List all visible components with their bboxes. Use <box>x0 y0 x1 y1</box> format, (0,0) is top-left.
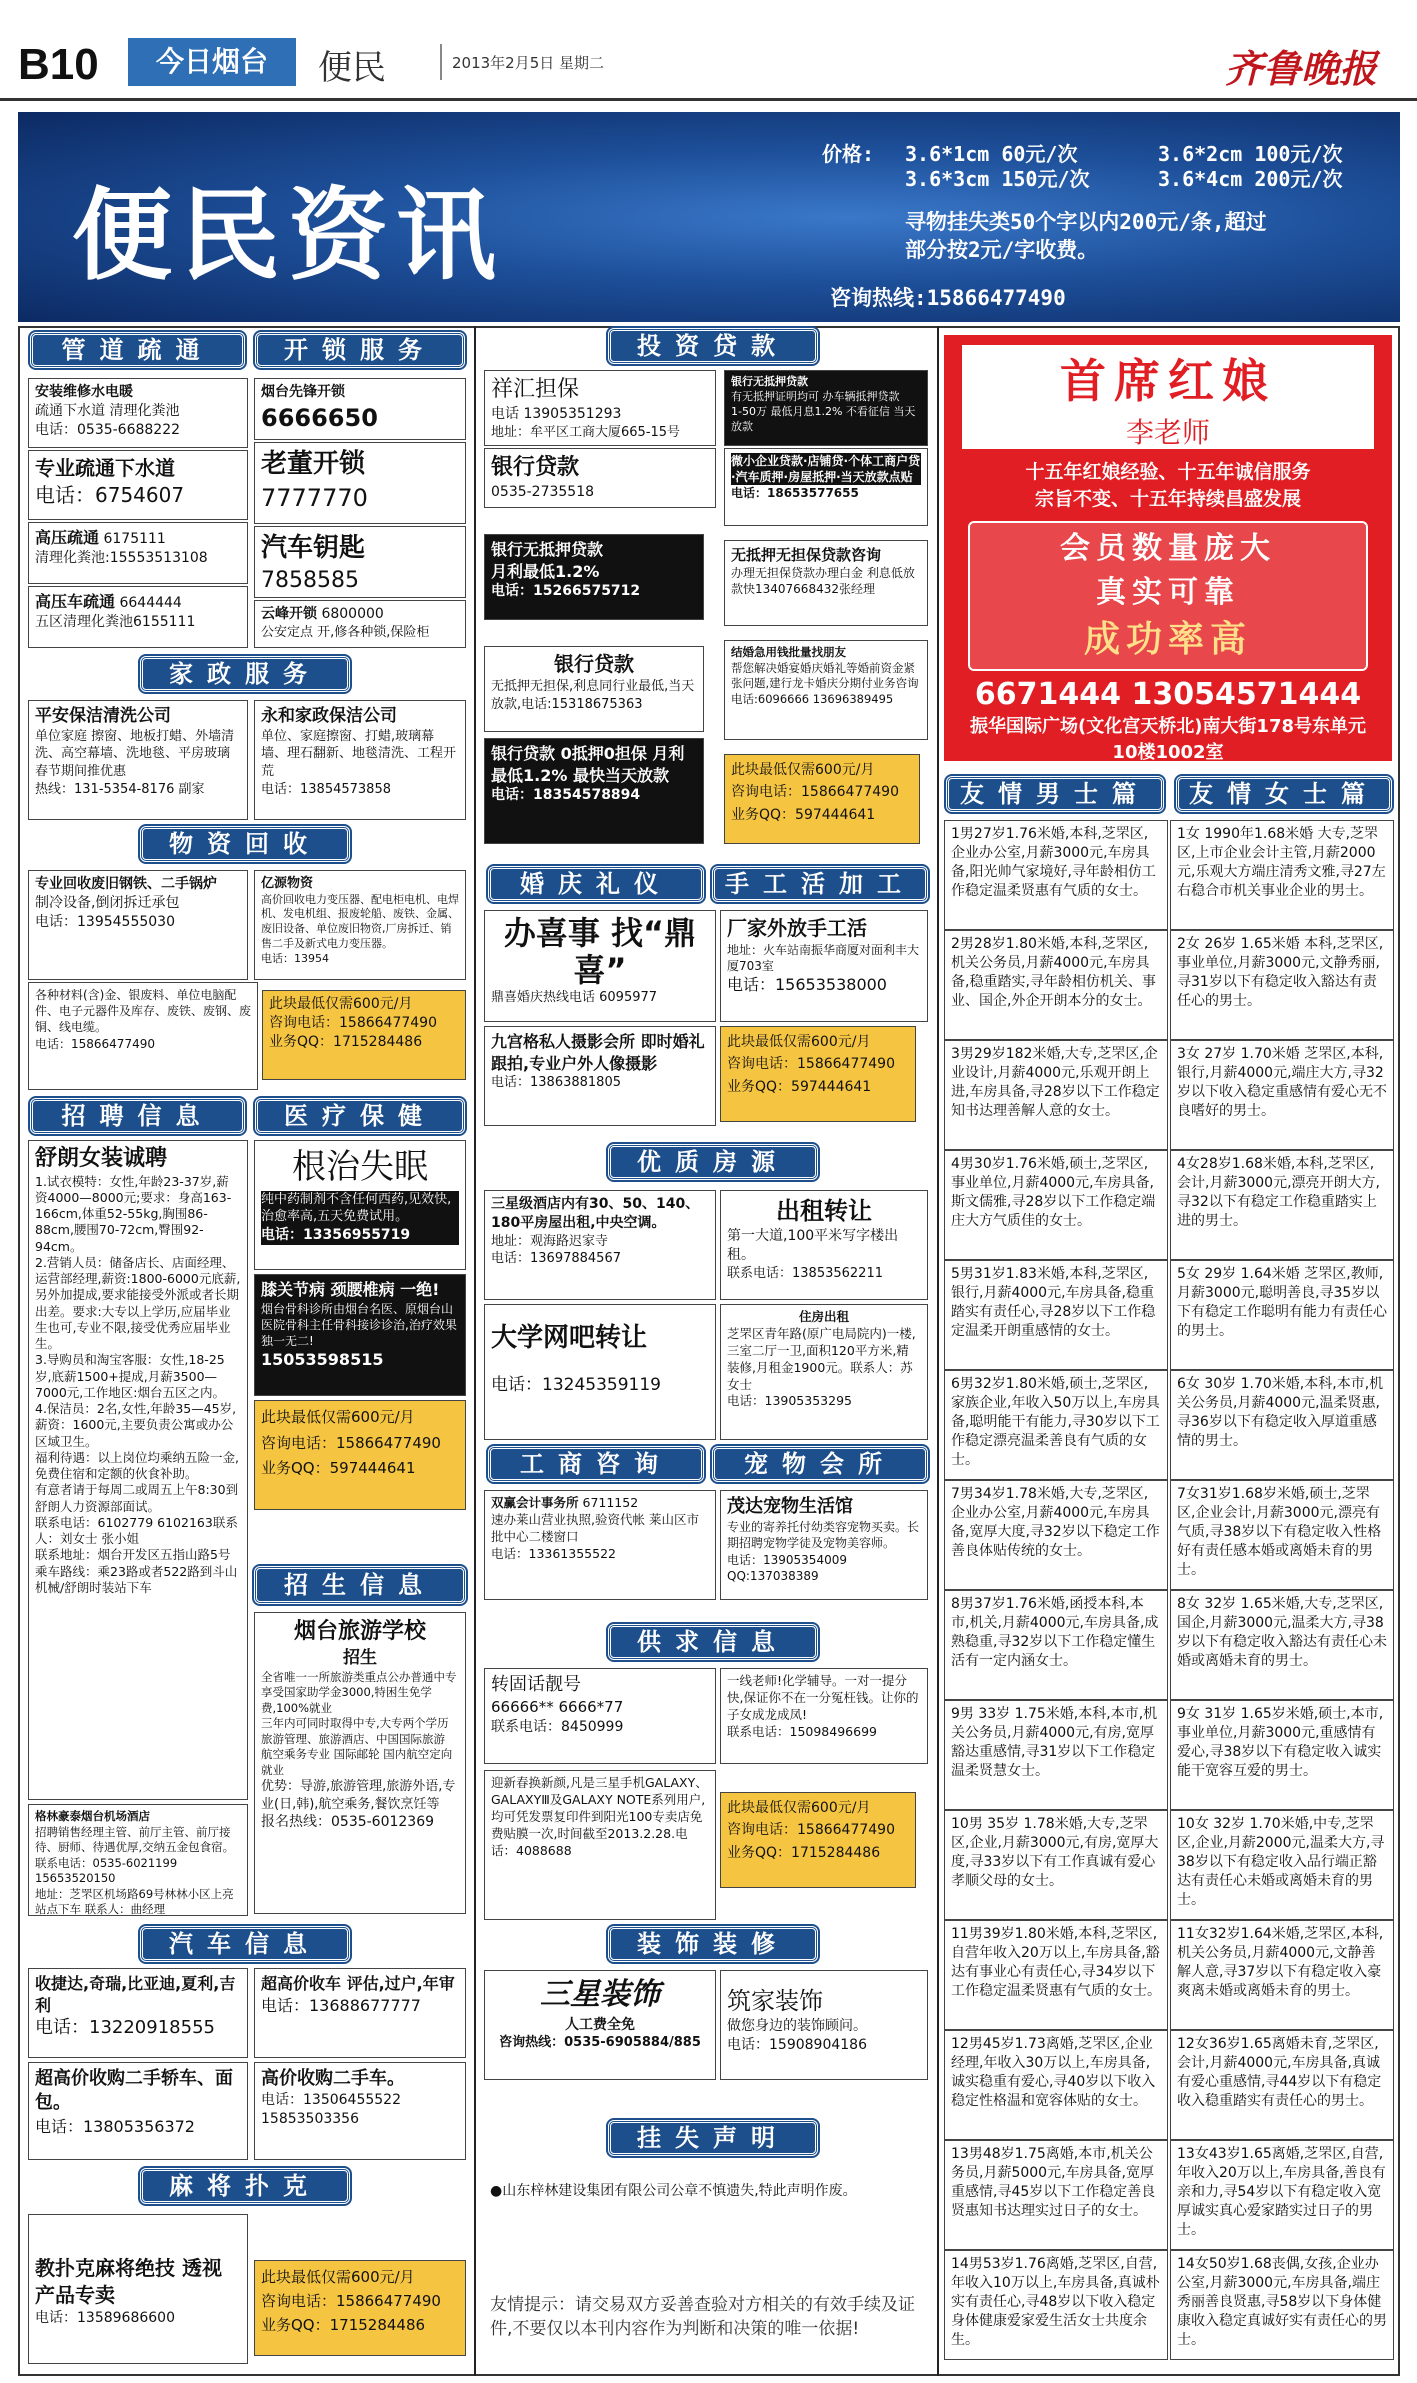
list-item: 14女50岁1.68丧偶,女孩,企业办公室,月薪3000元,车房具备,端庄秀丽善良贤惠,寻58岁以下身体健康收入稳定真诚好实有责任心的男士。 <box>1170 2250 1394 2360</box>
header-men: 友情男士篇 <box>946 776 1164 812</box>
ad-lock-3 <box>254 526 466 598</box>
list-item: 9男 33岁 1.75米婚,本科,本市,机关公务员,月薪4000元,有房,宽厚豁达重感情,寻31岁以下工作稳定温柔贤慧女士。 <box>944 1700 1168 1810</box>
men-list <box>944 820 1168 2370</box>
ad-desc: 高价回收电力变压器、配电柜电机、电焊机、发电机组、报废轮船、废铁、金属、废旧设备、单位废旧物资,厂房拆迁、销售二手及新式电力变压器。 <box>261 892 459 951</box>
ad-phone: 联系电话：0535-6021199 15653520150 <box>35 1855 178 1886</box>
ad-desc: 芝罘区青年路(原广电局院内)一楼,三室二厅一卫,面积120平方米,精装修,月租金1900元。联系人：苏女士 <box>727 1325 916 1392</box>
banner-note-1: 寻物挂失类50个字以内200元/条,超过 <box>905 210 1267 234</box>
ad-space-price: 此块最低仅需600元/月 <box>727 1034 871 1050</box>
matchmaker-title-box <box>962 345 1374 449</box>
ad-space-qq: 业务QQ：597444641 <box>731 806 876 823</box>
ad-number: 6666650 <box>261 403 378 432</box>
ad-phone: 联系电话：13853562211 <box>727 1266 883 1282</box>
header-wedding: 婚庆礼仪 <box>488 866 704 902</box>
ad-subtitle: 招生 <box>343 1647 377 1668</box>
ad-health-1 <box>254 1140 466 1270</box>
ad-rate: 月利最低1.2% <box>491 561 600 581</box>
ad-desc: 清理化粪池:15553513108 <box>35 549 208 566</box>
list-item: 8女 32岁 1.65米婚,大专,芝罘区,国企,月薪3000元,温柔大方,寻38岁以下有稳定收入豁达有责任心未婚或离婚未育的男士。 <box>1170 1590 1394 1700</box>
ad-title: 双赢会计事务所 <box>491 1495 579 1510</box>
ad-phone: 电话：15653538000 <box>727 975 887 995</box>
ad-number: 7777770 <box>261 484 368 513</box>
ad-title: 云峰开锁 <box>261 606 317 622</box>
ad-title: 高价收购二手车。 <box>261 2068 405 2089</box>
ad-desc: 帮您解决婚宴婚庆婚礼等婚前资金紧张问题,建行龙卡婚庆分期付业务咨询电话:6096666 13696389495 <box>731 660 919 706</box>
ad-housekeeping-2 <box>254 700 466 820</box>
list-item: 10女 32岁 1.70米婚,中专,芝罘区,企业,月薪2000元,温柔大方,寻38岁以下有稳定收入品行端正豁达有责任心未婚或离婚未育的男士。 <box>1170 1810 1394 1920</box>
ad-rate: 1-50万 最低月息1.2% 不看征信 当天放款 <box>731 404 916 433</box>
ad-supply-2 <box>720 1668 928 1764</box>
ad-title: 烟台先锋开锁 <box>261 384 345 400</box>
header-enroll: 招生信息 <box>254 1566 466 1604</box>
ad-space-qq: 业务QQ：597444641 <box>727 1078 872 1095</box>
ad-title: 九宫格私人摄影会所 即时婚礼跟拍,专业户外人像摄影 <box>491 1032 705 1073</box>
ad-desc: 迎新春换新颜,凡是三星手机GALAXY、GALAXYⅢ及GALAXY NOTE系列用户,均可凭发票复印件到阳光100专卖店免费贴膜一次,时间截至2013.2.28.电话：4088688 <box>491 1775 708 1858</box>
list-item: 12女36岁1.65离婚未育,芝罘区,会计,月薪4000元,车房具备,真诚有爱心重感情,寻44岁以下有稳定收入稳重踏实有责任心的男士。 <box>1170 2030 1394 2140</box>
ad-handcraft <box>720 910 928 1022</box>
ad-space-handcraft <box>720 1026 916 1122</box>
recruit-item: 3.导购员和淘宝客服：女性,18-25岁,底薪1500+提成,月薪3500—7000元,工作地区:烟台五区之内。 <box>35 1352 225 1400</box>
ad-address: 地址：观海路迟家寺 <box>491 1233 609 1249</box>
ad-phone: 电话：13506455522 15853503356 <box>261 2092 401 2128</box>
ad-number: 6175111 <box>103 531 166 547</box>
ad-phone: 联系电话：8450999 <box>491 1718 624 1735</box>
ad-phone: 热线：131-5354-8176 副家 <box>35 781 205 797</box>
ad-title: 专业疏通下水道 <box>35 456 175 480</box>
ad-phone: 0535-2735518 <box>491 483 595 500</box>
ad-phone: 电话：15266575712 <box>491 583 641 600</box>
ad-supply-3 <box>484 1770 716 1920</box>
ad-desc: 招聘销售经理主管、前厅主管、前厅接待、厨师、待遇优厚,交纳五金包食宿。 <box>35 1824 235 1855</box>
enroll-item: 旅游管理、旅游酒店、中国国际旅游 <box>261 1731 445 1746</box>
header-pets: 宠物会所 <box>712 1446 928 1482</box>
ad-space-health <box>254 1400 466 1510</box>
ad-desc: 单位家庭 擦窗、地板打蜡、外墙清洗、高空幕墙、洗地毯、平房玻璃 春节期间推优惠 <box>35 728 235 780</box>
ad-title: 筑家装饰 <box>727 1987 823 2015</box>
column-divider-1 <box>474 326 476 2376</box>
list-item: 4女28岁1.68米婚,本科,芝罘区,会计,月薪3000元,漂亮开朗大方,寻32以下有稳定工作稳重踏实上进的男士。 <box>1170 1150 1394 1260</box>
page-header <box>0 0 1417 108</box>
column-divider-2 <box>937 326 939 2376</box>
friendly-tip: 友情提示：请交易双方妥善查验对方相关的有效手续及证件,不要仅以本刊内容作为判断和决策的唯一依据! <box>490 2295 915 2339</box>
ad-space-qq: 业务QQ：597444641 <box>261 1459 416 1477</box>
ad-loan-4 <box>484 646 704 732</box>
ad-loan-7 <box>724 448 928 526</box>
ad-loan-5 <box>484 738 704 844</box>
banner-title: 便民资讯 <box>72 177 504 294</box>
header-housing: 优质房源 <box>608 1144 818 1180</box>
header-mahjong: 麻将扑克 <box>140 2168 350 2204</box>
price-3: 3.6*3cm 150元/次 <box>905 167 1090 191</box>
header-rule <box>0 98 1417 101</box>
ad-phone: 电话：13905354009 QQ:137038389 <box>727 1552 847 1583</box>
ad-title: 超高价收车 评估,过户,年审 <box>261 1974 455 1993</box>
banner-note-2: 部分按2元/字收费。 <box>905 238 1099 262</box>
list-item: 13男48岁1.75离婚,本市,机关公务员,月薪5000元,车房具备,宽厚重感情,寻45岁以下工作稳定善良贤惠知书达理实过日子的女士。 <box>944 2140 1168 2250</box>
ad-pipe-2 <box>28 450 248 520</box>
ad-auto-4 <box>254 2062 466 2160</box>
ad-phone: 鼎喜婚庆热线电话 6095977 <box>491 989 658 1005</box>
ad-title: 茂达宠物生活馆 <box>727 1496 853 1517</box>
ad-wedding-1 <box>484 910 716 1022</box>
women-list <box>1170 820 1394 2370</box>
ad-space-supply <box>720 1792 916 1888</box>
ad-space-price: 此块最低仅需600元/月 <box>261 2268 415 2286</box>
ad-phone: 电话 13905351293 <box>491 405 622 422</box>
ad-desc: 各种材料(含)金、银废料、单位电脑配件、电子元器件及库存、废铁、废钢、废铜、线电缆。 <box>35 988 252 1035</box>
ad-desc: 制冷设备,倒闭拆迁承包 <box>35 894 180 911</box>
ad-space-price: 此块最低仅需600元/月 <box>269 996 413 1012</box>
ad-desc: 专业的寄养托付幼类容宠物买卖。长期招聘宠物学徒及宠物美容师。 <box>727 1520 920 1551</box>
ad-phone: 电话：13905353295 <box>727 1393 852 1409</box>
matchmaker-desc-2: 宗旨不变、十五年持续昌盛发展 <box>1034 488 1301 510</box>
ad-phone: 电话：13697884567 <box>491 1251 621 1267</box>
ad-title: 首席红娘 <box>1060 354 1276 408</box>
header-housekeeping: 家政服务 <box>140 656 350 692</box>
ad-space-phone: 咨询电话：15866477490 <box>727 1056 895 1073</box>
ad-desc: 速办莱山营业执照,验资代帐 莱山区市批中心二楼窗口 <box>491 1511 699 1544</box>
ad-number: 6800000 <box>321 606 384 622</box>
ad-mahjong <box>28 2214 248 2364</box>
ad-address: 地址：牟平区工商大厦665-15号 <box>491 424 681 440</box>
matchmaker-name: 李老师 <box>1125 416 1210 449</box>
ad-title: 大学网吧转让 <box>491 1323 648 1353</box>
list-item: 11男39岁1.80米婚,本科,芝罘区,自营年收入20万以上,车房具备,豁达有事业心有责任心,寻34岁以下工作稳定温柔贤惠有气质的女士。 <box>944 1920 1168 2030</box>
ad-pipe-1 <box>28 378 248 448</box>
list-item: 3男29岁182米婚,大专,芝罘区,企业设计,月薪4000元,乐观开朗上进,车房具备,寻28岁以下工作稳定知书达理善解人意的女士。 <box>944 1040 1168 1150</box>
ad-title: 教扑克麻将绝技 透视产品专卖 <box>35 2256 222 2307</box>
ad-desc: 五区清理化粪池6155111 <box>35 613 196 630</box>
ad-phone: 报名热线：0535-6012369 <box>261 1814 435 1831</box>
ad-loan-3 <box>484 534 704 620</box>
list-item: 11女32岁1.64米婚,芝罘区,本科,机关公务员,月薪4000元,文静善解人意,寻37岁以下有稳定收入豪爽离未婚或离婚未育的男士。 <box>1170 1920 1394 2030</box>
ad-housing-4 <box>720 1304 928 1440</box>
ad-title: 舒朗女装诚聘 <box>35 1146 168 1171</box>
ad-desc: 烟台骨科诊所由烟台名医、原烟台山医院骨科主任骨科接诊诊治,治疗效果独一无二! <box>261 1301 457 1348</box>
ad-phone: 电话：15908904186 <box>727 2037 867 2054</box>
list-item: 7女31岁1.68岁米婚,硕士,芝罘区,企业会计,月薪3000元,漂亮有气质,寻38岁以下有稳定收入性格好有责任感本婚或离婚未育的男士。 <box>1170 1480 1394 1590</box>
ad-title: 超高价收购二手轿车、面包。 <box>35 2068 233 2114</box>
ad-space-price: 此块最低仅需600元/月 <box>727 1800 871 1816</box>
ad-housing-3 <box>484 1304 716 1440</box>
list-item: 14男53岁1.76离婚,芝罘区,自营,年收入10万以上,车房具备,真诚朴实有责任心,寻48岁以下收入稳定身体健康爱家爱生活女士共度余生。 <box>944 2250 1168 2360</box>
ad-title: 高压疏通 <box>35 528 100 547</box>
ad-phone: 电话：18354578894 <box>491 787 641 804</box>
ad-recycling-1 <box>28 870 248 980</box>
ad-desc: 公安定点 开,修各种锁,保险柜 <box>261 624 430 640</box>
ad-phone: 咨询热线：0535-6905884/885 <box>499 2035 701 2051</box>
ad-auto-3 <box>28 2062 248 2160</box>
header-auto: 汽车信息 <box>140 1926 350 1962</box>
ad-title: 结婚急用钱批量找朋友 <box>731 645 846 659</box>
list-item: 2女 26岁 1.65米婚 本科,芝罘区,事业单位,月薪3000元,文静秀丽,寻31岁以下有稳定收入豁达有责任心的男士。 <box>1170 930 1394 1040</box>
header-handcraft: 手工活加工 <box>712 866 928 902</box>
ad-phone: 电话：13356955719 <box>261 1226 459 1245</box>
enroll-item: 三年内可同时取得中专,大专两个学历 <box>261 1716 449 1731</box>
ad-title: 安装维修水电暖 <box>35 384 133 400</box>
enroll-item: 航空乘务专业 国际邮轮 国内航空定向就业 <box>261 1747 453 1777</box>
matchmaker-phone: 6671444 13054571444 <box>974 677 1362 712</box>
ad-phone: 电话：18653577655 <box>731 486 859 501</box>
ad-space-loans <box>724 754 920 844</box>
ad-desc: 一线老师!化学辅导。一对一提分快,保证你不在一分冤枉钱。让你的子女成龙成凤! <box>727 1673 919 1722</box>
ad-title: 亿源物资 <box>261 876 314 891</box>
ad-address: 地址：火车站南振华商厦对面利丰大厦703室 <box>727 943 920 974</box>
ad-number: 6711152 <box>582 1495 639 1510</box>
ad-phone: 电话：6754607 <box>35 483 185 507</box>
ad-housing-1 <box>484 1190 716 1300</box>
ad-title: 银行无抵押贷款 <box>491 540 604 559</box>
list-item: 5男31岁1.83米婚,本科,芝罘区,银行,月薪4000元,车房具备,稳重踏实有责任心,寻28岁以下工作稳定温柔开朗重感情的女士。 <box>944 1260 1168 1370</box>
price-label: 价格: <box>822 142 875 166</box>
ad-business <box>484 1490 716 1600</box>
newspaper-logo: 齐鲁晚报 <box>1225 46 1378 91</box>
price-2: 3.6*2cm 100元/次 <box>1158 142 1343 166</box>
ad-space-price: 此块最低仅需600元/月 <box>731 762 875 778</box>
list-item: 4男30岁1.76米婚,硕士,芝罘区,事业单位,月薪4000元,车房具备,斯文儒雅,寻28岁以下工作稳定端庄大方气质佳的女士。 <box>944 1150 1168 1260</box>
ad-decoration-2 <box>720 1970 928 2080</box>
ad-space-phone: 咨询电话：15866477490 <box>261 1433 441 1452</box>
recruit-bus: 乘车路线：乘23路或者522路到斗山机械/舒朗时装站下车 <box>35 1563 238 1595</box>
ad-title: 老董开锁 <box>261 449 366 479</box>
ad-desc: 第一大道,100平米写字楼出租。 <box>727 1228 899 1264</box>
list-item: 3女 27岁 1.70米婚 芝罘区,本科,银行,月薪4000元,端庄大方,寻32岁以下收入稳定重感情有爱心无不良嗜好的男士。 <box>1170 1040 1394 1150</box>
section-name: 便民 <box>318 48 386 88</box>
ad-title: 膝关节病 颈腰椎病 一绝! <box>261 1280 440 1299</box>
ad-phone: 15053598515 <box>261 1350 384 1370</box>
slogan-1: 会员数量庞大 <box>1060 531 1276 566</box>
ad-wedding-2 <box>484 1026 716 1126</box>
ad-title: 高压车疏通 <box>35 592 116 611</box>
slogan-3: 成功率高 <box>1083 619 1252 660</box>
ad-title: 专业回收废旧钢铁、二手锅炉 <box>35 876 217 892</box>
ad-title: 根治失眠 <box>292 1147 428 1187</box>
list-item: 5女 29岁 1.64米婚 芝罘区,教师,月薪3000元,聪明善良,寻35岁以下有稳定工作聪明有能力有责任心的男士。 <box>1170 1260 1394 1370</box>
ad-phone: 电话：13863881805 <box>491 1075 621 1091</box>
ad-title: 银行贷款 <box>491 455 580 480</box>
ad-space-phone: 咨询电话：15866477490 <box>261 2292 441 2310</box>
ad-desc: 疏通下水道 清理化粪池 <box>35 402 180 419</box>
ad-phone: 电话：13954 <box>261 951 329 965</box>
ad-phone: 电话：13805356372 <box>35 2116 195 2136</box>
ad-space-price: 此块最低仅需600元/月 <box>261 1408 415 1426</box>
ad-pipe-4 <box>28 586 248 648</box>
ad-title: 收捷达,奇瑞,比亚迪,夏利,吉利 <box>35 1974 236 2015</box>
ad-address: 地址：芝罘区机场路69号林林小区上亮站点下车 联系人：曲经理 <box>35 1886 234 1916</box>
price-1: 3.6*1cm 60元/次 <box>905 142 1078 166</box>
header-recycling: 物资回收 <box>140 826 350 862</box>
list-item: 6男32岁1.80米婚,硕士,芝罘区,家族企业,年收入50万以上,车房具备,聪明能干有能力,寻30岁以下工作稳定漂亮温柔善良有气质的女士。 <box>944 1370 1168 1480</box>
ad-loan-1 <box>484 370 716 446</box>
recruit-address: 联系地址：烟台开发区五指山路5号 <box>35 1547 231 1563</box>
ad-title: 微小企业贷款·店铺贷·个体工商户贷·汽车质押·房屋抵押·当天放款点贴 <box>731 454 921 485</box>
list-item: 12男45岁1.73离婚,芝罘区,企业经理,年收入30万以上,车房具备,诚实稳重有爱心,寻40岁以下收入稳定性格温和宽容体贴的女士。 <box>944 2030 1168 2140</box>
price-4: 3.6*4cm 200元/次 <box>1158 167 1343 191</box>
recruit-phone: 联系电话：6102779 6102163联系人：刘女士 张小姐 <box>35 1514 238 1547</box>
ad-title: 永和家政保洁公司 <box>261 706 397 726</box>
issue-date: 2013年2月5日 星期二 <box>452 54 605 72</box>
enroll-item: 享受国家助学金3000,特困生免学费,100%就业 <box>261 1685 432 1715</box>
ad-loan-6 <box>724 370 928 446</box>
ad-title: 平安保洁清洗公司 <box>35 706 171 726</box>
ad-subtitle: 人工费全免 <box>565 2016 635 2033</box>
ad-phone: 电话：13954555030 <box>35 913 175 930</box>
ad-enroll <box>254 1612 466 1914</box>
ad-recycling-2 <box>254 870 466 980</box>
ad-number: 6644444 <box>119 595 182 611</box>
ad-phone: 电话：15866477490 <box>35 1036 155 1051</box>
list-item: 13女43岁1.65离婚,芝罘区,自营,年收入20万以上,车房具备,善良有亲和力,寻54岁以下有稳定收入宽厚诚实真心爱家踏实过日子的男士。 <box>1170 2140 1394 2250</box>
ad-title: 银行无抵押贷款 <box>731 375 808 388</box>
ad-space-qq: 业务QQ：1715284486 <box>261 2316 426 2334</box>
ad-title: 出租转让 <box>776 1197 872 1225</box>
ad-supply-1 <box>484 1668 716 1764</box>
ad-number: 7858585 <box>261 568 359 594</box>
matchmaker-address: 振华国际广场(文化宫天桥北)南大街178号东单元10楼1002室 <box>969 716 1367 763</box>
ad-phone: 电话：13589686600 <box>35 2310 175 2326</box>
ad-space-phone: 咨询电话：15866477490 <box>269 1014 437 1031</box>
list-item: 1男27岁1.76米婚,本科,芝罘区,企业办公室,月薪3000元,车房具备,阳光帅气家境好,寻年龄相仿工作稳定温柔贤惠有气质的女士。 <box>944 820 1168 930</box>
ad-desc: 无抵押无担保,利息同行业最低,当天放款,电话:15318675363 <box>491 679 695 712</box>
ad-loan-8 <box>724 540 928 626</box>
recruit-welfare: 福利待遇：以上岗位均乘纳五险一金,免费住宿和定额的伙食补助。 <box>35 1449 239 1482</box>
header-lost-notice: 挂失声明 <box>608 2120 818 2156</box>
list-item: 7男34岁1.78米婚,大专,芝罘区,企业办公室,月薪4000元,车房具备,宽厚大度,寻32岁以下稳定工作善良体贴传统的女士。 <box>944 1480 1168 1590</box>
ad-number: 66666** 6666*77 <box>491 1698 624 1717</box>
header-loans: 投资贷款 <box>608 328 818 364</box>
ad-health-2 <box>254 1274 466 1396</box>
ad-recruit <box>28 1140 248 1800</box>
header-divider <box>440 44 442 80</box>
ad-title: 三星级酒店内有30、50、140、180平房屋出租,中央空调。 <box>491 1196 700 1231</box>
ad-decoration-1 <box>484 1970 716 2080</box>
header-pipe: 管道疏通 <box>30 332 245 368</box>
list-item: 9女 31岁 1.65岁米婚,硕士,本市,事业单位,月薪3000元,重感情有爱心,寻38岁以下有稳定收入诚实能干宽容互爱的男士。 <box>1170 1700 1394 1810</box>
ad-phone: 电话：13854573858 <box>261 781 391 797</box>
ad-desc: 有无抵押证明均可 办车辆抵押贷款 <box>731 389 900 403</box>
ad-desc: 纯中药制剂不含任何西药,见效快,治愈率高,五天免费试用。 <box>261 1191 459 1226</box>
header-lock: 开锁服务 <box>255 332 465 368</box>
recruit-item: 2.营销人员：储备店长、店面经理、运营部经理,薪资:1800-6000元底薪,另外加提成,要求能接受外派或者长期出差。要求:大专以上学历,应届毕业生也可,专业不限,接受优秀应届毕业生。 <box>35 1254 241 1352</box>
recruit-contact: 有意者请于每周二或周五上午8:30到舒朗人力资源部面试。 <box>35 1482 239 1514</box>
ad-phone: 电话：13361355522 <box>491 1545 616 1561</box>
page-number: B10 <box>18 40 99 89</box>
ad-lock-2 <box>254 442 466 524</box>
ad-recycling-3 <box>28 982 258 1090</box>
ad-housing-2 <box>720 1190 928 1300</box>
list-item: 8男37岁1.76米婚,函授本科,本市,机关,月薪4000元,车房具备,成熟稳重,寻32岁以下工作稳定懂生活有一定内涵女士。 <box>944 1590 1168 1700</box>
ad-phone: 电话：13220918555 <box>35 2017 215 2039</box>
ad-hotel <box>28 1804 248 1916</box>
ad-phone: 电话：13245359119 <box>491 1375 661 1396</box>
ad-space-phone: 咨询电话：15866477490 <box>727 1822 895 1839</box>
ad-loan-2 <box>484 448 716 508</box>
banner-hotline: 咨询热线:15866477490 <box>830 286 1066 310</box>
ad-auto-1 <box>28 1968 248 2058</box>
ad-phone: 电话：13688677777 <box>261 1995 421 2015</box>
recruit-item: 4.保洁员：2名,女性,年龄35—45岁,薪资：1600元,主要负责公寓或办公区域卫生。 <box>35 1401 237 1449</box>
matchmaker-slogan-box <box>968 521 1368 671</box>
ad-lock-4 <box>254 600 466 648</box>
header-business: 工商咨询 <box>488 1446 704 1482</box>
ad-desc: 做您身边的装饰顾问。 <box>727 2018 867 2035</box>
header-recruit: 招聘信息 <box>30 1098 245 1134</box>
ad-space-qq: 业务QQ：1715284486 <box>727 1844 881 1861</box>
ad-title: 办喜事 找“鼎喜” <box>503 914 697 989</box>
ad-space-phone: 咨询电话：15866477490 <box>731 784 899 801</box>
list-item: 6女 30岁 1.70米婚,本科,本市,机关公务员,月薪4000元,温柔贤惠,寻36岁以下有稳定收入厚道重感情的男士。 <box>1170 1370 1394 1480</box>
header-women: 友情女士篇 <box>1176 776 1392 812</box>
recruit-item: 1.试衣模特：女性,年龄23-37岁,薪资4000—8000元;要求：身高163-166cm,体重52-55kg,胸围86-88cm,腰围70-72cm,臀围92-94cm。 <box>35 1173 232 1254</box>
ad-auto-2 <box>254 1968 466 2058</box>
ad-loan-9 <box>724 640 928 740</box>
ad-title: 祥汇担保 <box>491 377 580 402</box>
header-decoration: 装饰装修 <box>608 1926 818 1962</box>
ad-desc: 单位、家庭擦窗、打蜡,玻璃幕墙、理石翻新、地毯清洗、工程开荒 <box>261 728 457 780</box>
ad-title: 厂家外放手工活 <box>727 916 867 940</box>
list-item: 10男 35岁 1.78米婚,大专,芝罘区,企业,月薪3000元,有房,宽厚大度,寻33岁以下有工作真诚有爱心孝顺父母的女士。 <box>944 1810 1168 1920</box>
ad-phone: 电话：0535-6688222 <box>35 421 181 438</box>
ad-title: 转固话靓号 <box>491 1674 581 1695</box>
ad-space-qq: 业务QQ：1715284486 <box>269 1033 423 1050</box>
enroll-majors: 优势：导游,旅游管理,旅游外语,专业(日,韩),航空乘务,餐饮烹饪等 <box>261 1779 456 1812</box>
list-item: 1女 1990年1.68米婚 大专,芝罘区,上市企业会计主管,月薪2000元,乐观大方端庄清秀文雅,寻27左右稳合市机关事业企业的男士。 <box>1170 820 1394 930</box>
ad-title: 无抵押无担保贷款咨询 <box>731 546 882 564</box>
ad-desc: 办理无担保贷款办理白金 利息低放款快13407668432张经理 <box>731 566 915 597</box>
ad-housekeeping-1 <box>28 700 248 820</box>
ad-matchmaker <box>944 335 1392 761</box>
ad-space-mahjong <box>254 2260 466 2356</box>
ad-title: 住房出租 <box>798 1309 849 1324</box>
matchmaker-desc-1: 十五年红娘经验、十五年诚信服务 <box>1025 461 1311 483</box>
ad-title: 银行贷款 <box>554 652 634 676</box>
header-supply: 供求信息 <box>608 1624 818 1660</box>
ad-title: 三星装饰 <box>540 1977 660 2012</box>
ad-space-recycling <box>262 990 466 1080</box>
enroll-item: 全省唯一一所旅游类重点公办普通中专 <box>261 1669 457 1684</box>
slogan-2: 真实可靠 <box>1096 575 1240 610</box>
ad-pipe-3 <box>28 522 248 584</box>
ad-title: 烟台旅游学校 <box>293 1619 426 1644</box>
header-health: 医疗保健 <box>255 1098 465 1134</box>
lost-notice: ●山东梓林建设集团有限公司公章不慎遗失,特此声明作废。 <box>490 2183 857 2199</box>
ad-phone: 联系电话：15098496699 <box>727 1723 877 1739</box>
ad-lock-1 <box>254 378 466 440</box>
list-item: 2男28岁1.80米婚,本科,芝罘区,机关公务员,月薪4000元,车房具备,稳重踏实,寻年龄相仿机关、事业、国企,外企开朗本分的女士。 <box>944 930 1168 1040</box>
ad-title: 银行贷款 0抵押0担保 月利最低1.2% 最快当天放款 <box>491 744 685 785</box>
ad-pets <box>720 1490 928 1600</box>
ad-title: 格林豪泰烟台机场酒店 <box>35 1809 150 1823</box>
ad-title: 汽车钥匙 <box>261 533 366 563</box>
section-tab[interactable]: 今日烟台 <box>128 38 296 86</box>
